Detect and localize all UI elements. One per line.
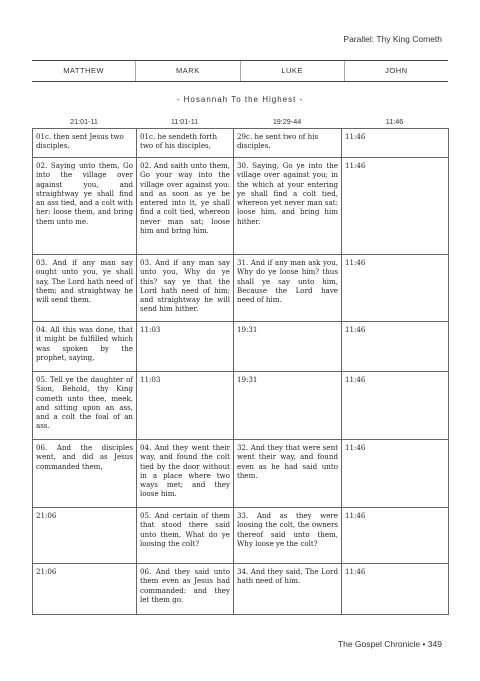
cell-matthew: 21:06	[33, 564, 137, 615]
cell-matthew: 01c. then sent Jesus two disciples,	[33, 129, 137, 158]
cell-mark: 11:03	[137, 372, 234, 440]
cell-matthew: 04. All this was done, that it might be fulfilled which was spoken by the prophet, saying,	[33, 322, 137, 372]
table-row	[33, 158, 449, 255]
ref-matthew: 21:01-11	[70, 117, 98, 126]
cell-mark: 01c. he sendeth forth two of his disciples,	[137, 129, 234, 158]
table-row	[33, 372, 449, 440]
cell-john: 11:46	[342, 564, 449, 615]
cell-luke: 33. And as they were loosing the colt, the owners thereof said unto them, Why loose ye the colt?	[234, 508, 342, 564]
cell-john: 11:46	[342, 158, 449, 255]
cell-luke: 31. And if any man ask you, Why do ye loose him? thus shall ye say unto him, Because the Lord have need of him.	[234, 255, 342, 322]
table-row	[33, 322, 449, 372]
cell-luke: 19:31	[234, 322, 342, 372]
cell-mark: 06. And they said unto them even as Jesus had commanded: and they let them go.	[137, 564, 234, 615]
table-row	[33, 129, 449, 158]
ref-john: 11:46	[385, 117, 404, 126]
cell-john: 11:46	[342, 440, 449, 508]
table-row	[33, 440, 449, 508]
table-row	[33, 564, 449, 615]
cell-luke: 29c. he sent two of his disciples,	[234, 129, 342, 158]
parallel-table	[32, 128, 449, 615]
cell-mark: 05. And certain of them that stood there said unto them, What do ye loosing the colt?	[137, 508, 234, 564]
cell-mark: 03. And if any man say unto you, Why do ye this? say ye that the Lord hath need of him; and straightway he will send him hither.	[137, 255, 234, 322]
table-row	[33, 255, 449, 322]
cell-john: 11:46	[342, 372, 449, 440]
cell-john: 11:46	[342, 322, 449, 372]
page-footer: The Gospel Chronicle • 349	[337, 639, 442, 649]
cell-mark: 04. And they went their way, and found the colt tied by the door without in a place where two ways met; and they loose him.	[137, 440, 234, 508]
section-title: - Hosannah To the Highest -	[176, 95, 304, 104]
cell-luke: 34. And they said, The Lord hath need of him.	[234, 564, 342, 615]
cell-luke: 32. And they that were sent went their way, and found even as he had said unto them.	[234, 440, 342, 508]
column-header-matthew: MATTHEW	[63, 66, 105, 75]
cell-matthew: 06. And the disciples went, and did as Jesus commanded them,	[33, 440, 137, 508]
ref-mark: 11:01-11	[170, 117, 199, 126]
table-row	[33, 508, 449, 564]
cell-luke: 19:31	[234, 372, 342, 440]
cell-matthew: 05. Tell ye the daughter of Sion, Behold, thy King cometh unto thee, meek, and sitting upon an ass, and a colt the foal of an ass.	[33, 372, 137, 440]
cell-john: 11:46	[342, 255, 449, 322]
column-header-john: JOHN	[344, 61, 448, 81]
running-head: Parallel: Thy King Cometh	[343, 34, 442, 44]
reference-row	[32, 117, 448, 126]
cell-john: 11:46	[342, 129, 449, 158]
column-header-luke: LUKE	[240, 61, 344, 81]
cell-john: 11:46	[342, 508, 449, 564]
cell-mark: 11:03	[137, 322, 234, 372]
ref-luke: 19:29-44	[272, 117, 302, 126]
gospel-column-headers	[32, 60, 448, 82]
cell-luke: 30. Saying, Go ye into the village over against you; in the which at your entering ye shall find a colt tied, whereon yet never man sat: loose him, and bring him hither.	[234, 158, 342, 255]
column-header-mark: MARK	[135, 61, 239, 81]
cell-matthew: 03. And if any man say ought unto you, ye shall say, The Lord hath need of them; and straightway he will send them.	[33, 255, 137, 322]
cell-mark: 02. And saith unto them, Go your way into the village over against you: and as soon as ye be entered into it, ye shall find a colt tied, whereon never man sat; loose him and bring him.	[137, 158, 234, 255]
cell-matthew: 21:06	[33, 508, 137, 564]
cell-matthew: 02. Saying unto them, Go into the village over against you, and straightway ye shall find an ass tied, and a colt with her: loose them, and bring them unto me.	[33, 158, 137, 255]
